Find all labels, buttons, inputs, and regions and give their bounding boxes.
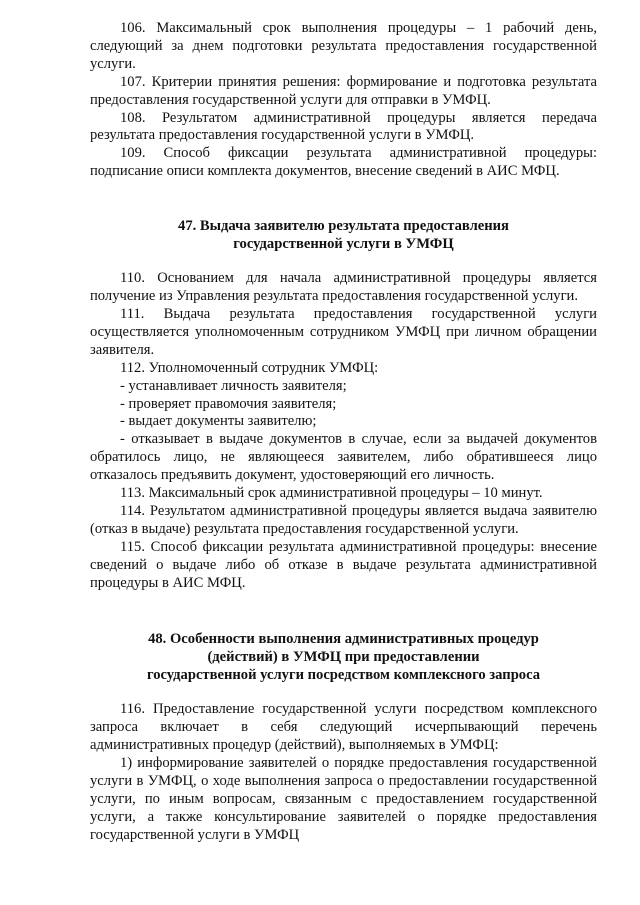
paragraph-108: 108. Результатом административной процедуры является передача результата предоставления государственной услуги в УМФЦ. <box>90 109 597 144</box>
paragraph-107: 107. Критерии принятия решения: формирование и подготовка результата предоставления государственной услуги для отправки в УМФЦ. <box>90 73 597 108</box>
list-item-identity: - устанавливает личность заявителя; <box>120 377 347 394</box>
paragraph-106: 106. Максимальный срок выполнения процедуры – 1 рабочий день, следующий за днем подготовки результата предоставления государственной услуги. <box>90 20 597 72</box>
list-item-authority: - проверяет правомочия заявителя; <box>120 395 337 412</box>
section-47-heading-line-1: 47. Выдача заявителю результата предоставления <box>178 218 509 235</box>
paragraph-112: 112. Уполномоченный сотрудник УМФЦ: <box>120 359 379 376</box>
paragraph-110: 110. Основанием для начала административной процедуры является получение из Управления результата предоставления государственной услуги. <box>90 270 597 305</box>
section-48-heading-line-2: (действий) в УМФЦ при предоставлении <box>207 649 480 666</box>
section-47-heading <box>90 217 597 253</box>
paragraph-116-item-1: 1) информирование заявителей о порядке предоставления государственной услуги в УМФЦ, о ходе выполнения запроса о предоставлении государственной услуги, по иным вопросам, связанным с предоставлением государственной услуги, а также консультирование заявителей о порядке предоставления государственной услуги в УМФЦ <box>90 755 597 843</box>
paragraph-114: 114. Результатом административной процедуры является выдача заявителю (отказ в выдаче) результата предоставления государственной услуги. <box>90 502 597 537</box>
section-47-heading-line-2: государственной услуги в УМФЦ <box>233 236 454 253</box>
section-48-heading-line-1: 48. Особенности выполнения административных процедур <box>148 631 539 648</box>
paragraph-109: 109. Способ фиксации результата административной процедуры: подписание описи комплекта документов, внесение сведений в АИС МФЦ. <box>90 145 597 180</box>
document-page <box>90 20 597 845</box>
paragraph-116: 116. Предоставление государственной услуги посредством комплексного запроса включает в себя следующий исчерпывающий перечень административных процедур (действий), выполняемых в УМФЦ: <box>90 701 597 754</box>
paragraph-113: 113. Максимальный срок административной процедуры – 10 минут. <box>120 485 543 502</box>
section-48-heading <box>90 630 597 684</box>
paragraph-115: 115. Способ фиксации результата административной процедуры: внесение сведений о выдаче либо об отказе в выдаче результата административной процедуры в АИС МФЦ. <box>90 538 597 591</box>
list-item-refuse: - отказывает в выдаче документов в случае, если за выдачей документов обратилось лицо, не являющееся заявителем, либо обратившееся лицо отказалось предъявить документ, удостоверяющий его личность. <box>90 431 597 484</box>
paragraph-111: 111. Выдача результата предоставления государственной услуги осуществляется уполномоченным сотрудником УМФЦ при личном обращении заявителя. <box>90 305 597 358</box>
section-48-heading-line-3: государственной услуги посредством комплексного запроса <box>146 667 541 684</box>
list-item-issue-docs: - выдает документы заявителю; <box>120 413 317 430</box>
